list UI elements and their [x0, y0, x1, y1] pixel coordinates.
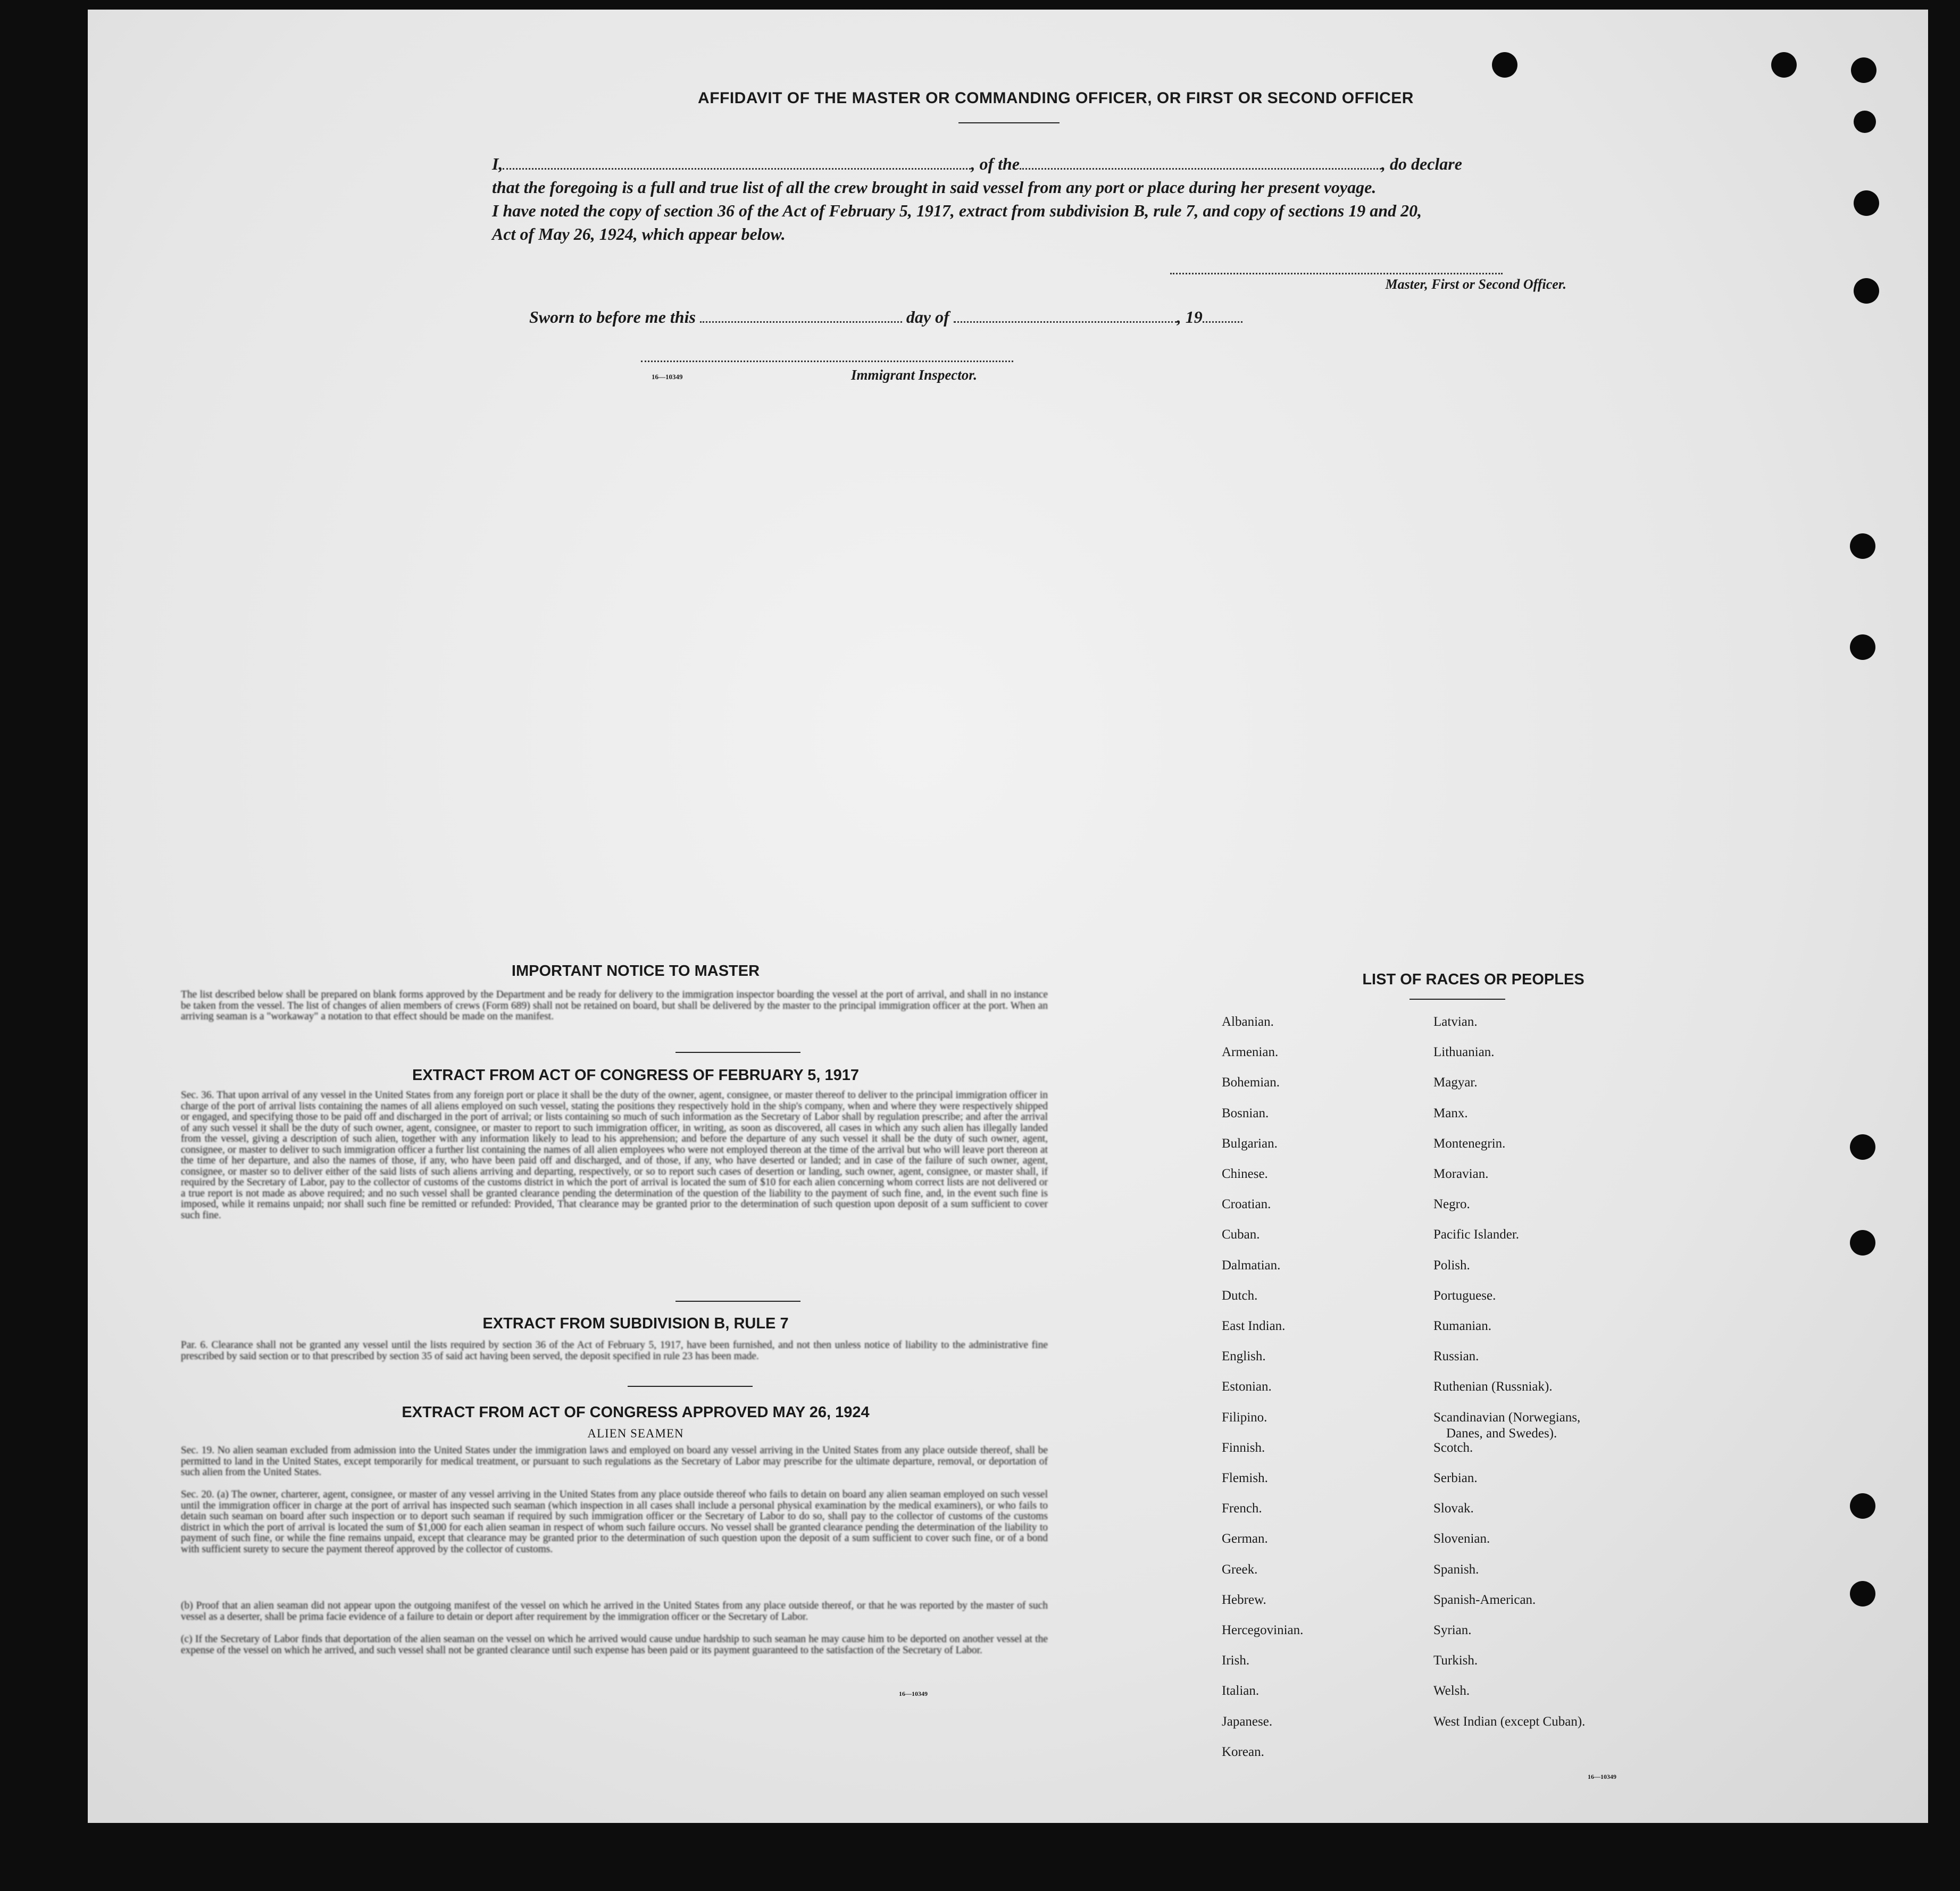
punch-hole — [1492, 52, 1517, 78]
punch-hole — [1851, 57, 1876, 83]
punch-hole — [1850, 1230, 1875, 1256]
alien-seamen-subtitle: ALIEN SEAMEN — [587, 1427, 684, 1440]
race-item: Lithuanian. — [1433, 1045, 1495, 1060]
punch-hole — [1850, 1134, 1875, 1160]
race-item: Danes, and Swedes). — [1446, 1426, 1557, 1441]
document-page — [88, 10, 1928, 1823]
sworn-year-blank[interactable] — [1203, 321, 1242, 323]
race-item: Filipino. — [1222, 1410, 1267, 1425]
race-item: Manx. — [1433, 1106, 1468, 1120]
inspector-label: Immigrant Inspector. — [851, 367, 978, 383]
rule7-text: Par. 6. Clearance shall not be granted any vessel until the lists required by section 36 of the Act of February 5, 1917, have been furnished, and not then unless notice of liability to the administrative fine prescribed by said section or to that prescribed by section 35 of said act having been served, the deposit specified in rule 23 has been made. — [181, 1340, 1048, 1362]
section-divider — [675, 1301, 800, 1302]
affidavit-title: AFFIDAVIT OF THE MASTER OR COMMANDING OFFICER, OR FIRST OR SECOND OFFICER — [698, 89, 1414, 107]
race-item: Japanese. — [1222, 1714, 1273, 1729]
races-divider — [1409, 999, 1505, 1000]
signature-label: Master, First or Second Officer. — [1385, 277, 1566, 292]
form-code: 16—10349 — [652, 373, 683, 381]
extract-1924-sec20: Sec. 20. (a) The owner, charterer, agent, consignee, or master of any vessel arriving in the United States from any place outside thereof who fails to detain on board any alien seaman employed on such vessel until the immigration officer in charge at the port of arrival has inspected such seaman (which inspection in all cases shall include a personal physical examination by the medical examiners), or who fails to detain such seaman on board after such inspection or to deport such seaman if required by such immigration officer or the Secretary of Labor to do so, shall pay to the collector of customs of the customs district in which the port of arrival is located the sum of $1,000 for each alien seaman in respect of whom such failure occurs. No vessel shall be granted clearance pending the determination of the liability to payment of such fine, or while the fine remains unpaid, except that clearance may be granted prior to the determination of such question upon the deposit of a sum sufficient to cover such fine, or of a bond with sufficient surety to secure the payment thereof approved by the collector of customs. — [181, 1489, 1048, 1555]
vessel-blank[interactable] — [1020, 168, 1381, 170]
punch-hole — [1854, 190, 1879, 216]
race-item: Irish. — [1222, 1653, 1250, 1668]
race-item: Bohemian. — [1222, 1075, 1280, 1090]
rule7-title: EXTRACT FROM SUBDIVISION B, RULE 7 — [482, 1315, 789, 1332]
race-item: Bosnian. — [1222, 1106, 1269, 1120]
race-item: Korean. — [1222, 1744, 1264, 1759]
races-title: LIST OF RACES OR PEOPLES — [1362, 971, 1584, 988]
race-item: Finnish. — [1222, 1440, 1265, 1455]
signature-line[interactable] — [1170, 273, 1503, 274]
race-item: Montenegrin. — [1433, 1136, 1506, 1151]
name-blank[interactable] — [503, 168, 971, 170]
race-item: Flemish. — [1222, 1471, 1268, 1485]
race-item: French. — [1222, 1501, 1262, 1516]
race-item: Dalmatian. — [1222, 1258, 1281, 1273]
race-item: Rumanian. — [1433, 1319, 1492, 1333]
race-item: Dutch. — [1222, 1288, 1258, 1303]
race-item: West Indian (except Cuban). — [1433, 1714, 1586, 1729]
race-item: Pacific Islander. — [1433, 1227, 1520, 1242]
race-item: Albanian. — [1222, 1015, 1274, 1029]
race-item: Latvian. — [1433, 1015, 1478, 1029]
punch-hole — [1854, 278, 1879, 304]
section-divider — [628, 1386, 753, 1387]
race-item: Russian. — [1433, 1349, 1479, 1364]
notice-title: IMPORTANT NOTICE TO MASTER — [511, 963, 760, 980]
race-item: Portuguese. — [1433, 1288, 1496, 1303]
race-item: Syrian. — [1433, 1623, 1472, 1637]
extract-1924-sec20c: (c) If the Secretary of Labor finds that deportation of the alien seaman on the vessel on which he arrived would cause undue hardship to such seaman he may cause him to be deported on another vessel at the expense of the vessel on which he arrived, and such vessel shall not be granted clearance until such expense has been paid or its payment guaranteed to the satisfaction of the Secretary of Labor. — [181, 1634, 1048, 1656]
race-item: Hebrew. — [1222, 1592, 1266, 1607]
race-item: Slovenian. — [1433, 1532, 1490, 1546]
race-item: Greek. — [1222, 1562, 1258, 1577]
notice-text: The list described below shall be prepared on blank forms approved by the Department and be ready for delivery to the immigration inspector boarding the vessel at the port of arrival, and shall in no instance be taken from the vessel. The list of changes of alien members of crews (Form 689) shall not be retained on board, but shall be delivered by the master to the principal immigration officer at the port. When an arriving seaman is a "workaway" a notation to that effect should be made on the manifest. — [181, 989, 1048, 1022]
race-item: Slovak. — [1433, 1501, 1474, 1516]
punch-hole — [1850, 1493, 1875, 1519]
punch-hole — [1850, 1581, 1875, 1606]
race-item: Spanish. — [1433, 1562, 1479, 1577]
race-item: Scotch. — [1433, 1440, 1473, 1455]
race-item: Cuban. — [1222, 1227, 1260, 1242]
extract-1924-title: EXTRACT FROM ACT OF CONGRESS APPROVED MAY 26, 1924 — [402, 1404, 870, 1421]
extract-1917-title: EXTRACT FROM ACT OF CONGRESS OF FEBRUARY 5, 1917 — [412, 1067, 860, 1084]
race-item: Spanish-American. — [1433, 1592, 1536, 1607]
race-item: Welsh. — [1433, 1684, 1470, 1698]
declaration-line-3: I have noted the copy of section 36 of the Act of February 5, 1917, extract from subdivision B, rule 7, and copy of sections 19 and 20, — [492, 201, 1422, 220]
race-item: Serbian. — [1433, 1471, 1478, 1485]
sworn-line: Sworn to before me this day of , 19 — [529, 307, 1242, 327]
sworn-day-blank[interactable] — [700, 321, 902, 323]
declaration-line-2: that the foregoing is a full and true list of all the crew brought in said vessel from any port or place during her present voyage. — [492, 178, 1377, 197]
race-item: Italian. — [1222, 1684, 1260, 1698]
race-item: Magyar. — [1433, 1075, 1478, 1090]
punch-hole — [1850, 533, 1875, 559]
race-item: Negro. — [1433, 1197, 1470, 1212]
extract-1917-text: Sec. 36. That upon arrival of any vessel in the United States from any foreign port or place it shall be the duty of the owner, agent, consignee, or master thereof to deliver to the principal immigration officer in charge of the port of arrival lists containing the names of all aliens employed on such vessel, stating the positions they respectively hold in the ship's company, when and where they were respectively shipped or engaged, and specifying those to be paid off and discharged in the port of arrival; or lists containing so much of such information as the Secretary of Labor shall by regulation prescribe; and after the arrival of any such vessel it shall be the duty of such owner, agent, consignee, or master to report to such immigration officer, in writing, as soon as discovered, all cases in which any such alien has illegally landed from the vessel, giving a description of such alien, together with any information likely to lead to his apprehension; and before the departure of any such vessel it shall be the duty of such owner, agent, consignee, or master to deliver to such immigration officer a further list containing the names of all alien employees who were not employed thereon at the time of the arrival but who will leave port thereon at the time of her departure, and also the names of those, if any, who have been paid off and discharged, and of those, if any, who have deserted or landed; and in case of the failure of such owner, agent, consignee, or master so to deliver either of the said lists of such aliens arriving and departing, respectively, or so to report such cases of desertion or landing, such owner, agent, consignee, or master shall, if required by the Secretary of Labor, pay to the collector of customs of the customs district in which the port of arrival is located the sum of $10 for each alien concerning whom correct lists are not delivered or a true report is not made as above required; and no such vessel shall be granted clearance pending the determination of the question of the liability to the payment of such fine, and, in the event such fine is imposed, while it remains unpaid; nor shall such fine be remitted or refunded: Provided, That clearance may be granted prior to the determination of such question upon deposit of a sum sufficient to cover such fine. — [181, 1090, 1048, 1221]
punch-hole — [1850, 634, 1875, 660]
sworn-month-blank[interactable] — [954, 321, 1177, 323]
section-divider — [675, 1052, 800, 1053]
race-item: Hercegovinian. — [1222, 1623, 1304, 1637]
race-item: East Indian. — [1222, 1319, 1286, 1333]
race-item: Turkish. — [1433, 1653, 1478, 1668]
declaration-line-1: I, , of the , do declare — [492, 154, 1462, 173]
form-code: 16—10349 — [1588, 1773, 1616, 1780]
race-item: German. — [1222, 1532, 1268, 1546]
race-item: English. — [1222, 1349, 1266, 1364]
form-code: 16—10349 — [899, 1690, 928, 1697]
extract-1924-sec20b: (b) Proof that an alien seaman did not appear upon the outgoing manifest of the vessel on which he arrived in the United States from any place outside thereof, or that he was reported by the master of such vessel as a deserter, shall be prima facie evidence of a failure to detain or deport after requirement by the immigration officer or the Secretary of Labor. — [181, 1600, 1048, 1622]
title-divider — [958, 122, 1060, 123]
race-item: Estonian. — [1222, 1379, 1272, 1394]
race-item: Scandinavian (Norwegians, — [1433, 1410, 1581, 1425]
extract-1924-sec19: Sec. 19. No alien seaman excluded from admission into the United States under the immigration laws and employed on board any vessel arriving in the United States from any place outside thereof, shall be permitted to land in the United States, except temporarily for medical treatment, or pursuant to such regulations as the Secretary of Labor may prescribe for the ultimate departure, removal, or deportation of such alien from the United States. — [181, 1445, 1048, 1478]
punch-hole — [1771, 52, 1797, 78]
race-item: Croatian. — [1222, 1197, 1271, 1212]
race-item: Polish. — [1433, 1258, 1470, 1273]
declaration-text — [492, 152, 1609, 246]
race-item: Bulgarian. — [1222, 1136, 1278, 1151]
race-item: Moravian. — [1433, 1167, 1489, 1181]
declaration-line-4: Act of May 26, 1924, which appear below. — [492, 224, 786, 244]
punch-hole — [1854, 111, 1876, 133]
race-item: Armenian. — [1222, 1045, 1279, 1060]
inspector-signature-line[interactable] — [641, 361, 1013, 362]
race-item: Chinese. — [1222, 1167, 1268, 1181]
race-item: Ruthenian (Russniak). — [1433, 1379, 1553, 1394]
